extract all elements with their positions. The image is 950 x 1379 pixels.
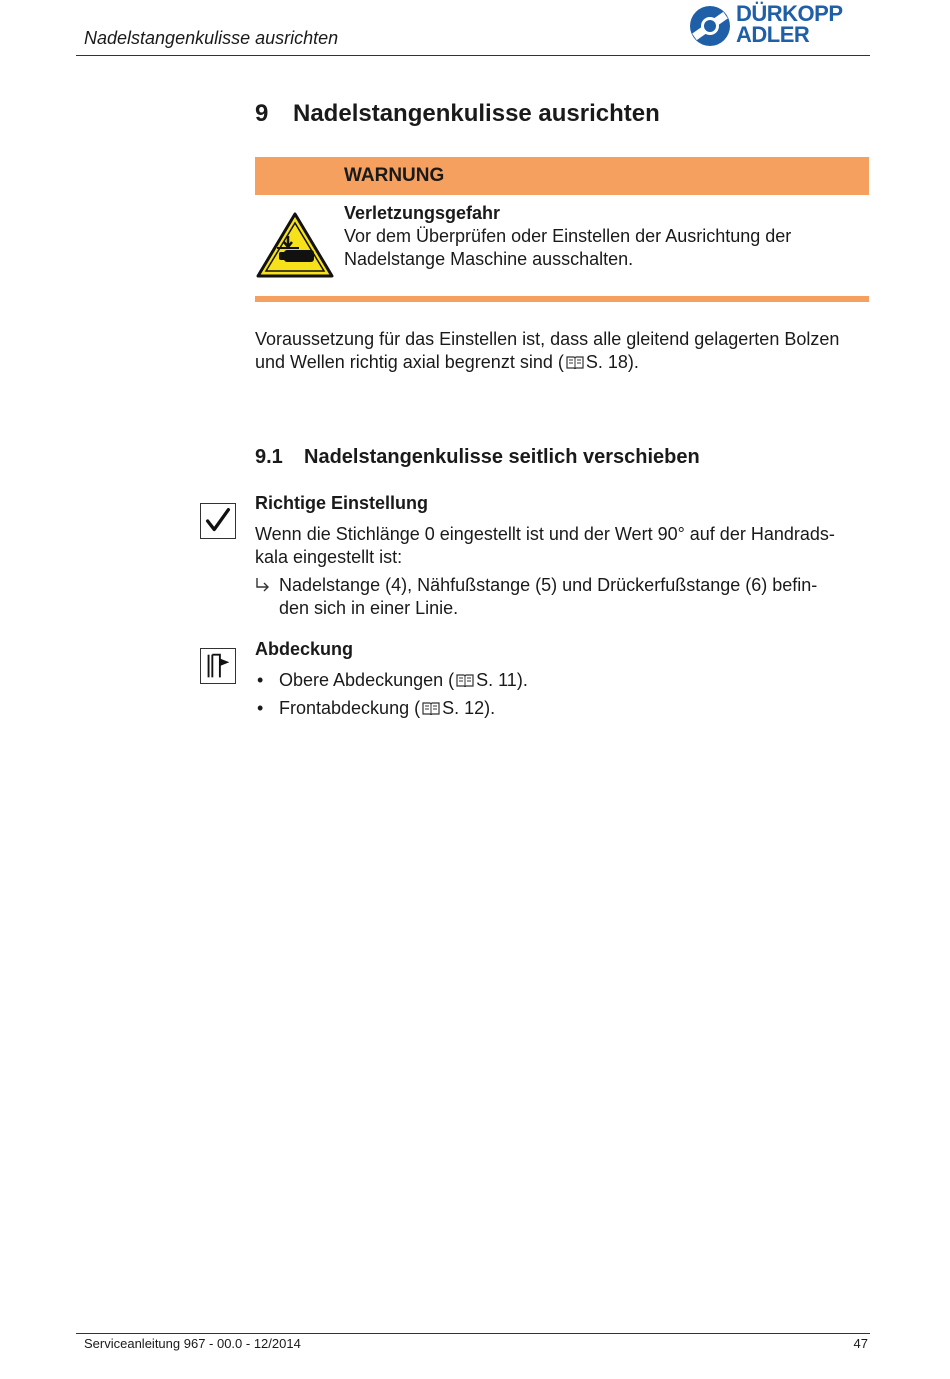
warning-subtitle: Verletzungsgefahr xyxy=(344,203,501,223)
warning-bottom-bar xyxy=(255,296,869,302)
hand-crush-warning-icon xyxy=(255,210,335,280)
book-icon[interactable] xyxy=(422,701,440,715)
result-line2: den sich in einer Linie. xyxy=(279,598,459,618)
result-item xyxy=(255,574,855,620)
footer-page-number: 47 xyxy=(853,1336,868,1351)
correct-setting-line2: kala eingestellt ist: xyxy=(255,547,403,567)
subsection-title: Nadelstangenkulisse seitlich verschieben xyxy=(304,446,700,468)
subsection-number: 9.1 xyxy=(255,446,283,468)
section-number: 9 xyxy=(255,100,269,127)
result-arrow-icon xyxy=(255,577,271,593)
correct-setting-heading: Richtige Einstellung xyxy=(255,493,429,513)
cover-open-icon xyxy=(200,648,236,684)
section-title: Nadelstangenkulisse ausrichten xyxy=(293,100,660,127)
footer-document-id: Serviceanleitung 967 - 00.0 - 12/2014 xyxy=(84,1336,301,1351)
correct-setting-text xyxy=(255,523,870,569)
bullet: • xyxy=(257,670,264,690)
warning-text-line2: Nadelstange Maschine ausschalten. xyxy=(344,249,634,269)
prerequisite-line2-text: und Wellen richtig axial begrenzt sind ( xyxy=(255,352,564,372)
section-heading xyxy=(255,100,660,128)
cover-list-item xyxy=(255,697,495,720)
subsection-heading xyxy=(255,446,700,469)
logo-mark-icon xyxy=(686,2,734,50)
cover-heading: Abdeckung xyxy=(255,639,354,659)
header-divider xyxy=(76,55,870,56)
book-icon[interactable] xyxy=(566,355,584,369)
checkmark-icon xyxy=(200,503,236,539)
warning-text-line1: Vor dem Überprüfen oder Einstellen der Ausrichtung der xyxy=(344,226,792,246)
footer-divider xyxy=(76,1333,870,1334)
logo-text-line1: DÜRKOPP xyxy=(736,1,843,26)
cover-item-text: Frontabdeckung ( xyxy=(279,698,421,718)
prerequisite-paragraph xyxy=(255,328,870,374)
prerequisite-line2 xyxy=(255,351,870,374)
cover-item-page-ref[interactable]: S. 12). xyxy=(442,698,496,718)
warning-label: WARNUNG xyxy=(344,165,445,186)
bullet: • xyxy=(257,698,264,718)
logo-text-line2: ADLER xyxy=(736,22,810,47)
result-line1: Nadelstange (4), Nähfußstange (5) und Drückerfußstange (6) befin- xyxy=(279,575,818,595)
running-header: Nadelstangenkulisse ausrichten xyxy=(84,28,339,48)
duerkopp-adler-logo xyxy=(686,2,872,50)
prerequisite-page-ref[interactable]: S. 18). xyxy=(585,352,639,372)
prerequisite-line1: Voraussetzung für das Einstellen ist, dass alle gleitend gelagerten Bolzen xyxy=(255,329,840,349)
cover-list-item xyxy=(255,669,528,692)
correct-setting-line1: Wenn die Stichlänge 0 eingestellt ist und der Wert 90° auf der Handrads- xyxy=(255,524,835,544)
cover-item-text: Obere Abdeckungen ( xyxy=(279,670,455,690)
book-icon[interactable] xyxy=(456,673,474,687)
warning-text xyxy=(344,225,844,271)
cover-item-page-ref[interactable]: S. 11). xyxy=(476,670,528,690)
